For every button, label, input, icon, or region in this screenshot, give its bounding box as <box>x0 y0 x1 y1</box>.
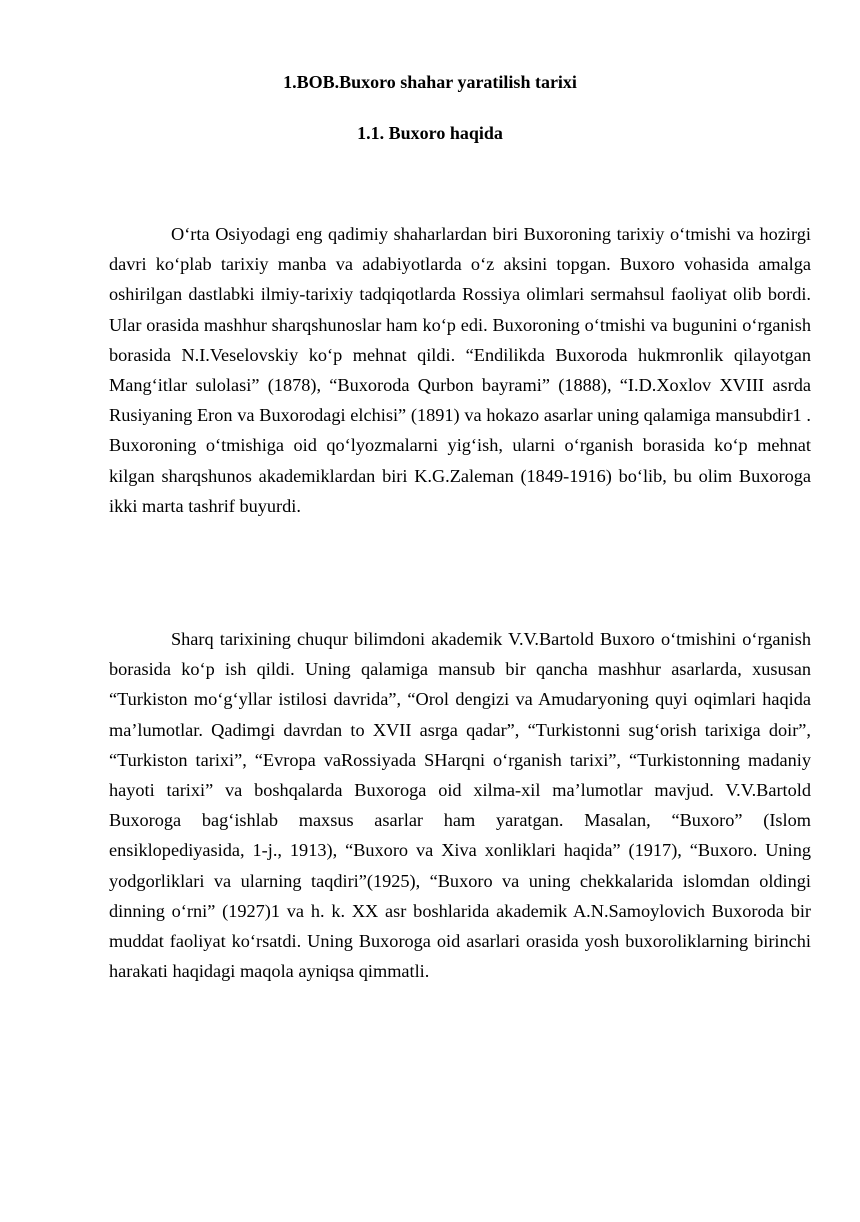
paragraph-2: Sharq tarixining chuqur bilimdoni akademik V.V.Bartold Buxoro o‘tmishini o‘rganish borasida ko‘p ish qildi. Uning qalamiga mansub bir qancha mashhur asarlarda, xususan “Turkiston mo‘g‘yllar istilosi davrida”, “Orol dengizi va Amudaryoning quyi oqimlari haqida ma’lumotlar. Qadimgi davrdan to XVII asrga qadar”, “Turkistonni sug‘orish tarixiga doir”, “Turkiston tarixi”, “Evropa vaRossiyada SHarqni o‘rganish tarixi”, “Turkistonning madaniy hayoti tarixi” va boshqalarda Buxoroga oid xilma-xil ma’lumotlar mavjud. V.V.Bartold Buxoroga bag‘ishlab maxsus asarlar ham yaratgan. Masalan, “Buxoro” (Islom ensiklopediyasida, 1-j., 1913), “Buxoro va Xiva xonliklari haqida” (1917), “Buxoro. Uning yodgorliklari va ularning taqdiri”(1925), “Buxoro va uning chekkalarida islomdan oldingi dinning o‘rni” (1927)1 va h. k. XX asr boshlarida akademik A.N.Samoylovich Buxoroda bir muddat faoliyat ko‘rsatdi. Uning Buxoroga oid asarlari orasida yosh buxoroliklarning birinchi harakati haqidagi maqola ayniqsa qimmatli. <box>109 629 811 982</box>
paragraph-1: O‘rta Osiyodagi eng qadimiy shaharlardan biri Buxoroning tarixiy o‘tmishi va hozirgi davri ko‘plab tarixiy manba va adabiyotlarda o‘z aksini topgan. Buxoro vohasida amalga oshirilgan dastlabki ilmiy-tarixiy tadqiqotlarda Rossiya olimlari sermahsul faoliyat olib bordi. Ular orasida mashhur sharqshunoslar ham ko‘p edi. Buxoroning o‘tmishi va bugunini o‘rganish borasida N.I.Veselovskiy ko‘p mehnat qildi. “Endilikda Buxoroda hukmronlik qilayotgan Mang‘itlar sulolasi” (1878), “Buxoroda Qurbon bayrami” (1888), “I.D.Xoxlov XVIII asrda Rusiyaning Eron va Buxorodagi elchisi” (1891) va hokazo asarlar uning qalamiga mansubdir1 . Buxoroning o‘tmishiga oid qo‘lyozmalarni yig‘ish, ularni o‘rganish borasida ko‘p mehnat kilgan sharqshunos akademiklardan biri K.G.Zaleman (1849-1916) bo‘lib, bu olim Buxoroga ikki marta tashrif buyurdi. <box>109 224 811 516</box>
chapter-title: 1.BOB.Buxoro shahar yaratilish tarixi <box>283 72 577 92</box>
section-title: 1.1. Buxoro haqida <box>357 123 503 143</box>
